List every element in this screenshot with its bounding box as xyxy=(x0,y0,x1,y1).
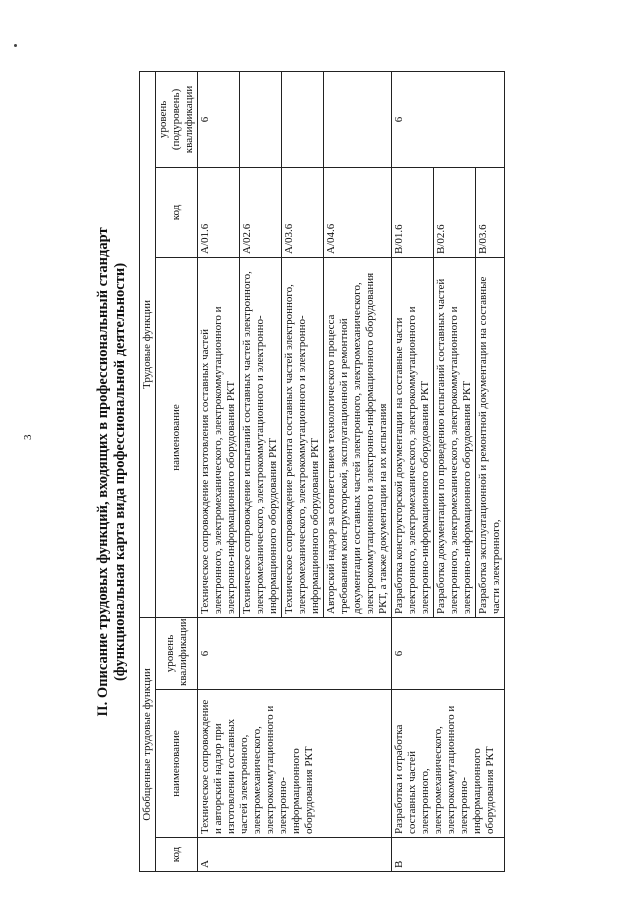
col-name: наименование xyxy=(156,690,198,838)
scan-speck xyxy=(14,44,17,47)
table-row xyxy=(392,71,434,871)
rotated-page xyxy=(95,72,615,872)
function-name: Техническое сопровождение ремонта составных частей электронного, электромеханического, электрокоммутационного и электронно-информационного оборудования РКТ xyxy=(282,257,324,617)
function-code: B/03.6 xyxy=(476,167,505,257)
page-number: 3 xyxy=(22,434,34,440)
labor-functions-header: Трудовые функции xyxy=(140,71,156,617)
function-code: A/03.6 xyxy=(282,167,324,257)
group-code: A xyxy=(198,838,392,872)
function-name: Авторский надзор за соответствием технологического процесса требованиям конструкторской, эксплуатационной и ремонтной документации составных частей электронного, электромеханического, электрокоммутационного и электронно-информационного оборудования РКТ, а также документации на их испытания xyxy=(324,257,392,617)
function-code: B/01.6 xyxy=(392,167,434,257)
function-level: 6 xyxy=(198,71,240,167)
function-code: A/02.6 xyxy=(240,167,282,257)
functions-table xyxy=(139,71,505,872)
group-level: 6 xyxy=(198,617,392,689)
group-name: Разработка и отработка составных частей электронного, электромеханического, электрокоммутационного и электронно-информационного оборудования РКТ xyxy=(392,690,505,838)
title-line-1: II. Описание трудовых функций, входящих в профессиональный стандарт xyxy=(95,227,111,717)
function-code: A/04.6 xyxy=(324,167,392,257)
col-function-name: наименование xyxy=(156,257,198,617)
function-name: Разработка конструкторской документации на составные части электронного, электромеханического, электрокоммутационного и электронно-информационного оборудования РКТ xyxy=(392,257,434,617)
col-sublevel: уровень (подуровень) квалификации xyxy=(156,71,198,167)
group-name: Техническое сопровождение и авторский надзор при изготовлении составных частей электронного, электромеханического, электрокоммутационного и электронно-информационного оборудования РКТ xyxy=(198,690,392,838)
function-code: B/02.6 xyxy=(434,167,476,257)
table-row xyxy=(198,71,240,871)
function-level: 6 xyxy=(392,71,505,167)
function-name: Техническое сопровождение испытаний составных частей электронного, электромеханического, электрокоммутационного и электронно-информационного оборудования РКТ xyxy=(240,257,282,617)
function-name: Разработка документации по проведению испытаний составных частей электронного, электромеханического, электрокоммутационного и электронно-информационного оборудования РКТ xyxy=(434,257,476,617)
function-level xyxy=(282,71,324,167)
group-level: 6 xyxy=(392,617,505,689)
group-code: B xyxy=(392,838,505,872)
col-code: код xyxy=(156,838,198,872)
col-level: уровень квалификации xyxy=(156,617,198,689)
generalized-functions-header: Обобщенные трудовые функции xyxy=(140,617,156,871)
col-function-code: код xyxy=(156,167,198,257)
function-name: Техническое сопровождение изготовления составных частей электронного, электромеханического, электрокоммутационного и электронно-информационного оборудования РКТ xyxy=(198,257,240,617)
function-level xyxy=(324,71,392,167)
title-line-2: (функциональная карта вида профессиональной деятельности) xyxy=(112,262,128,682)
function-name: Разработка эксплуатационной и ремонтной документации на составные части электронного, xyxy=(476,257,505,617)
document-title xyxy=(95,72,129,872)
function-level xyxy=(240,71,282,167)
function-code: A/01.6 xyxy=(198,167,240,257)
